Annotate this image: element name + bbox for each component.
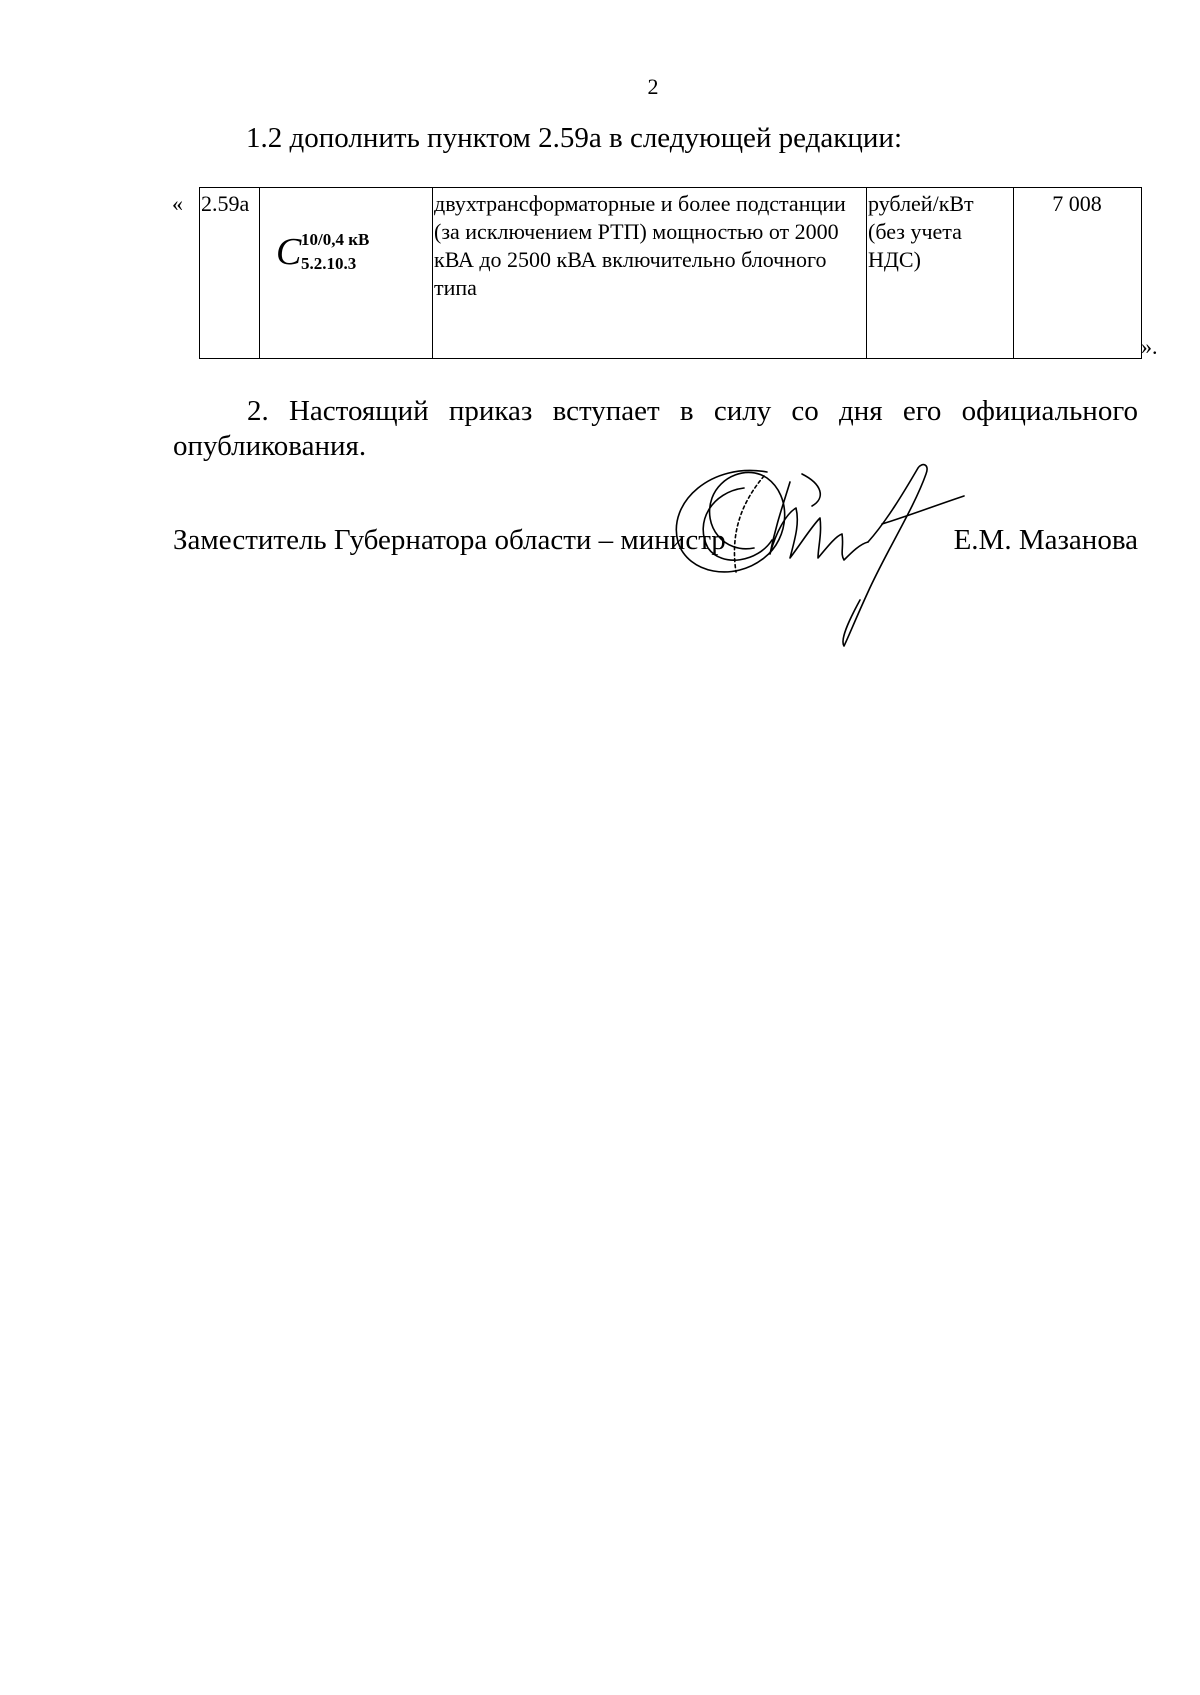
quote-close: ». <box>1141 334 1158 359</box>
handwritten-signature-icon <box>672 462 992 648</box>
rate-symbol <box>276 228 432 288</box>
item-code-cell: 2.59а <box>200 188 260 359</box>
rate-symbol-letter: C <box>276 231 302 273</box>
description-cell: двухтрансформаторные и более подстанции (за исключением РТП) мощностью от 2000 кВА до 2500 кВА включительно блочного типа <box>433 188 867 359</box>
unit-cell: рублей/кВт (без учета НДС) <box>867 188 1014 359</box>
rate-symbol-superscript: 10/0,4 кВ <box>301 230 370 249</box>
quote-open: « <box>172 191 183 216</box>
page-number: 2 <box>647 74 659 99</box>
signer-name: Е.М. Мазанова <box>953 524 1138 556</box>
tariff-table <box>199 187 1142 359</box>
amendment-intro: 1.2 дополнить пунктом 2.59а в следующей редакции: <box>246 122 902 154</box>
signer-title: Заместитель Губернатора области – министр <box>173 524 726 556</box>
rate-symbol-cell <box>260 188 433 359</box>
table-row <box>200 188 1142 359</box>
value-cell: 7 008 <box>1014 188 1142 359</box>
rate-symbol-subscript: 5.2.10.3 <box>301 254 357 273</box>
effective-date-paragraph: 2. Настоящий приказ вступает в силу со дня его официального опубликования. <box>173 395 1138 462</box>
